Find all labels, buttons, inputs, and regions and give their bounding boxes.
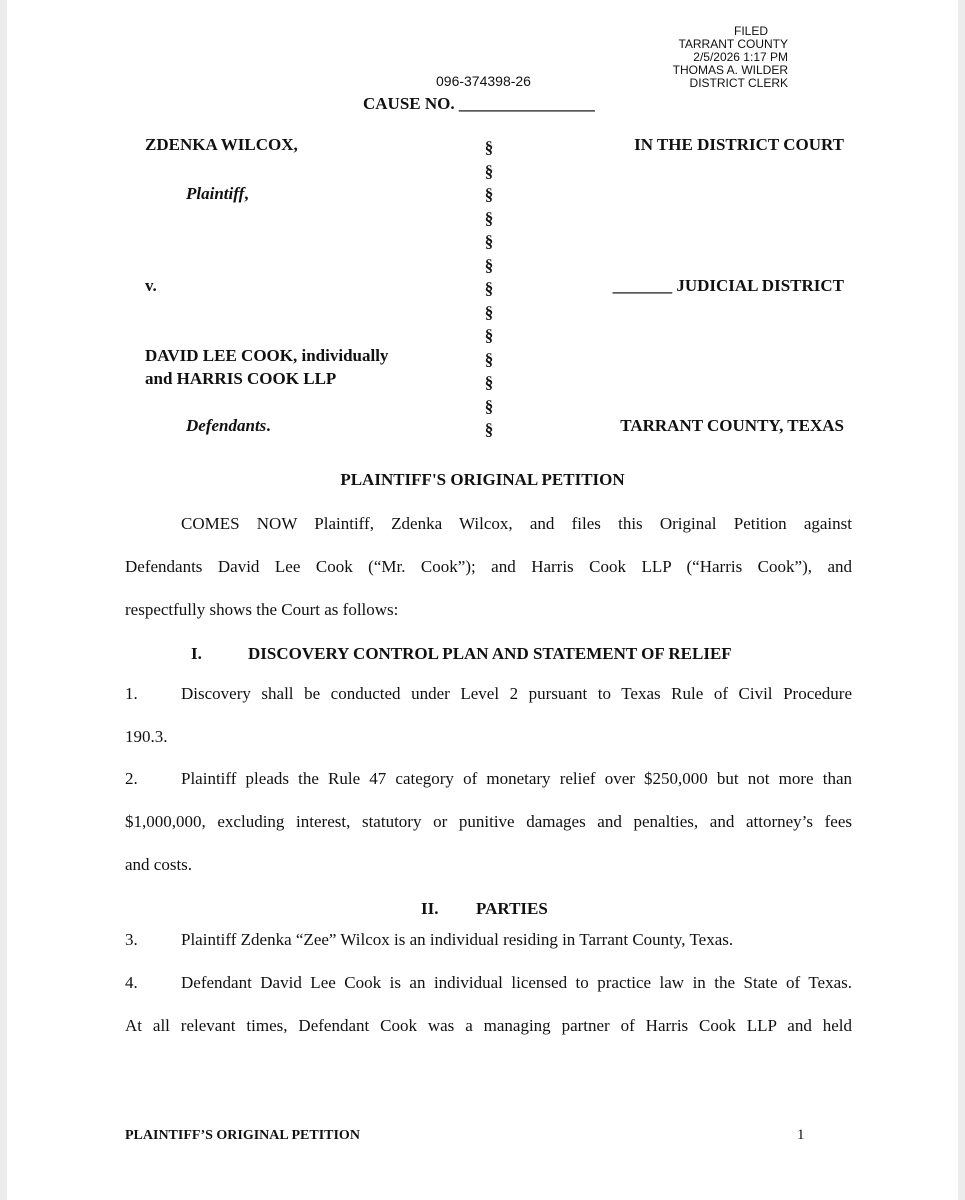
paragraph-line: Plaintiff Zdenka “Zee” Wilcox is an individual residing in Tarrant County, Texas. <box>181 930 734 949</box>
section-symbol: § <box>484 349 494 369</box>
filed-stamp-line: 2/5/2026 1:17 PM <box>693 50 788 64</box>
paragraph-line-text: $1,000,000, excluding interest, statutory or punitive damages and penalties, and attorney’s fees <box>125 812 852 831</box>
plaintiff-role-suffix: , <box>244 184 249 203</box>
intro-line <box>125 557 852 577</box>
cause-number: 096-374398-26 <box>436 73 531 89</box>
defendant-line-2: and HARRIS COOK LLP <box>145 369 337 388</box>
paragraph-line <box>181 769 852 789</box>
cause-label: CAUSE NO. ________________ <box>363 94 595 113</box>
plaintiff-role-text: Plaintiff <box>186 184 245 203</box>
section-symbol: § <box>484 302 494 322</box>
paragraph-line-text: Defendant David Lee Cook is an individual licensed to practice law in the State of Texas. <box>181 973 852 992</box>
section-symbol: § <box>484 185 494 204</box>
plaintiff-role <box>186 184 249 204</box>
paragraph-number: 1. <box>125 684 138 703</box>
paragraph-line-text: At all relevant times, Defendant Cook was a managing partner of Harris Cook LLP and held <box>125 1016 852 1035</box>
paragraph-number: 4. <box>125 973 138 992</box>
plaintiff-name: ZDENKA WILCOX, <box>145 135 298 154</box>
section-1-numeral: I. <box>191 644 202 663</box>
filed-stamp-line: FILED <box>733 24 768 38</box>
section-2-heading: PARTIES <box>476 899 548 918</box>
intro-line-text: Defendants David Lee Cook (“Mr. Cook”); and Harris Cook LLP (“Harris Cook”), and <box>125 557 852 576</box>
paragraph-line-text: Discovery shall be conducted under Level 2 pursuant to Texas Rule of Civil Procedure <box>181 684 852 703</box>
intro-line: respectfully shows the Court as follows: <box>125 600 399 619</box>
intro-line-text: COMES NOW Plaintiff, Zdenka Wilcox, and files this Original Petition against <box>181 514 852 533</box>
section-symbol: § <box>484 255 494 275</box>
paragraph-line-text: Plaintiff pleads the Rule 47 category of monetary relief over $250,000 but not more than <box>181 769 852 788</box>
paragraph-line: 190.3. <box>125 727 168 746</box>
county-state: TARRANT COUNTY, TEXAS <box>620 416 844 435</box>
versus-label: v. <box>145 276 157 295</box>
section-symbol: § <box>484 396 494 416</box>
section-symbol: § <box>484 373 494 392</box>
section-symbol: § <box>484 161 494 181</box>
document-page <box>7 0 958 1200</box>
document-title: PLAINTIFF'S ORIGINAL PETITION <box>340 470 625 489</box>
page-number: 1 <box>797 1127 805 1143</box>
paragraph-number: 3. <box>125 930 138 949</box>
paragraph-line <box>181 684 852 704</box>
paragraph-line <box>181 973 852 993</box>
defendant-role <box>186 416 271 436</box>
section-symbol: § <box>484 326 494 345</box>
filed-stamp-line: THOMAS A. WILDER <box>672 63 788 77</box>
filed-stamp-line: TARRANT COUNTY <box>678 37 788 51</box>
defendant-line-1: DAVID LEE COOK, individually <box>145 346 389 365</box>
paragraph-line <box>125 812 852 832</box>
judicial-district: _______ JUDICIAL DISTRICT <box>612 276 844 295</box>
section-symbol: § <box>484 420 494 439</box>
court-name: IN THE DISTRICT COURT <box>634 135 844 154</box>
intro-line <box>181 514 852 534</box>
defendant-role-suffix: . <box>266 416 271 435</box>
section-symbol: § <box>484 208 494 228</box>
section-symbol: § <box>484 279 494 298</box>
section-2-numeral: II. <box>421 899 439 918</box>
paragraph-line: and costs. <box>125 855 193 874</box>
paragraph-line <box>125 1016 852 1036</box>
defendant-role-text: Defendants <box>186 416 267 435</box>
section-symbol: § <box>484 138 494 157</box>
paragraph-number: 2. <box>125 769 138 788</box>
section-symbol: § <box>484 232 494 251</box>
footer-title: PLAINTIFF’S ORIGINAL PETITION <box>125 1128 360 1143</box>
filed-stamp <box>673 25 788 90</box>
section-1-heading: DISCOVERY CONTROL PLAN AND STATEMENT OF RELIEF <box>248 644 732 663</box>
filed-stamp-line: DISTRICT CLERK <box>689 76 788 90</box>
